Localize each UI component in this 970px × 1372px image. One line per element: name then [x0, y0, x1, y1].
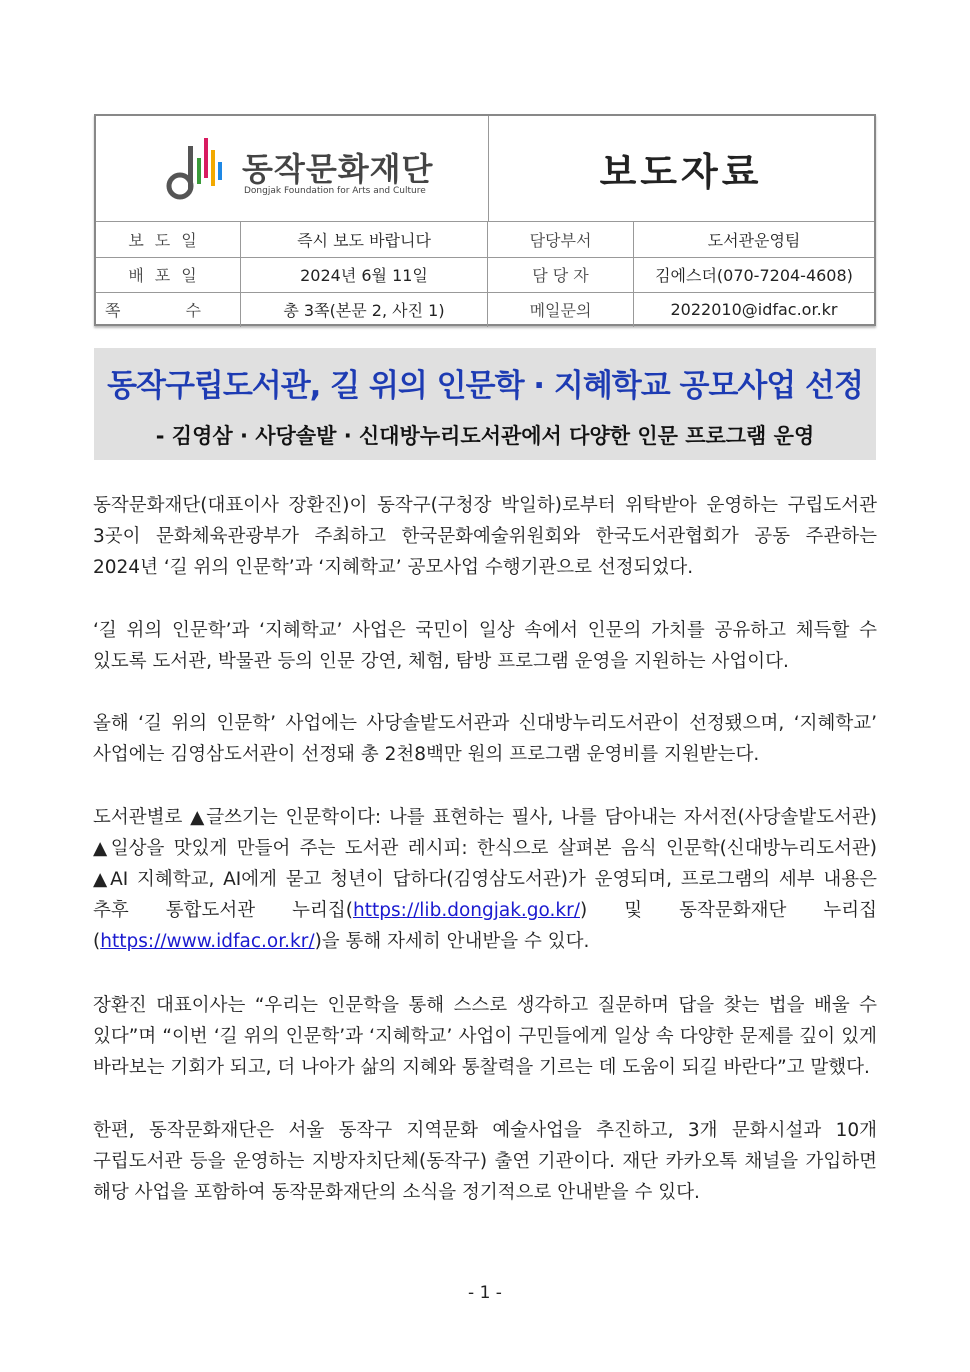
- body-paragraph-3: 올해 ‘길 위의 인문학’ 사업에는 사당솔밭도서관과 신대방누리도서관이 선정됐으며, ‘지혜학교’ 사업에는 김영삼도서관이 선정돼 총 2천8백만 원의 프로그램 운영비를 지원받는다.: [93, 713, 877, 765]
- info-label: 담당부서: [488, 222, 634, 257]
- doc-type-title: 보도자료: [599, 150, 763, 194]
- headline-subtitle: - 김영삼 · 사당솔밭 · 신대방누리도서관에서 다양한 인문 프로그램 운영: [155, 424, 815, 448]
- info-value: 2024년 6월 11일: [241, 257, 488, 292]
- body-paragraph-1: 동작문화재단(대표이사 장환진)이 동작구(구청장 박일하)로부터 위탁받아 운영하는 구립도서관 3곳이 문화체육관광부가 주최하고 한국문화예술위원회와 한국도서관협회가 공동 주관하는 2024년 ‘길 위의 인문학’과 ‘지혜학교’ 공모사업 수행기관으로 선정되었다.: [93, 495, 877, 578]
- info-value: 총 3쪽(본문 2, 사진 1): [241, 292, 488, 327]
- header-top: [96, 116, 874, 222]
- info-row: [96, 257, 874, 293]
- foundation-homepage-link[interactable]: https://www.idfac.or.kr/: [100, 931, 315, 952]
- info-label: 쪽 수: [96, 292, 241, 327]
- info-row: [96, 222, 874, 258]
- paragraph-text: ) 및 동작문화재단 누리집(: [93, 900, 877, 952]
- library-homepage-link[interactable]: https://lib.dongjak.go.kr/: [352, 900, 580, 921]
- headline-title: 동작구립도서관, 길 위의 인문학 · 지혜학교 공모사업 선정: [107, 368, 863, 404]
- info-label: 담 당 자: [488, 257, 634, 292]
- info-label: 보도일: [96, 222, 241, 257]
- org-name: 동작문화재단: [242, 150, 434, 188]
- body-paragraph-2: ‘길 위의 인문학’과 ‘지혜학교’ 사업은 국민이 일상 속에서 인문의 가치를 공유하고 체득할 수 있도록 도서관, 박물관 등의 인문 강연, 체험, 탐방 프로그램 운영을 지원하는 사업이다.: [93, 620, 877, 672]
- headline-box: [94, 348, 876, 460]
- header-table: [94, 114, 876, 326]
- logo-cell: [96, 116, 489, 221]
- body-paragraph-4: [93, 802, 877, 957]
- info-value: 김에스더(070-7204-4608): [655, 266, 853, 285]
- page-number: - 1 -: [468, 1283, 502, 1303]
- body-paragraph-6: 한편, 동작문화재단은 서울 동작구 지역문화 예술사업을 추진하고, 3개 문화시설과 10개 구립도서관 등을 운영하는 지방자치단체(동작구) 출연 기관이다. 재단 카카오톡 채널을 가입하면 해당 사업을 포함하여 동작문화재단의 소식을 정기적으로 안내받을 수 있다.: [93, 1120, 877, 1203]
- info-label: 메일문의: [488, 292, 634, 327]
- contact-email[interactable]: 2022010@idfac.or.kr: [670, 300, 838, 319]
- info-row: [96, 292, 874, 327]
- foundation-logo-icon: [166, 136, 224, 202]
- body-paragraph-5: 장환진 대표이사는 “우리는 인문학을 통해 스스로 생각하고 질문하며 답을 찾는 법을 배울 수 있다”며 “이번 ‘길 위의 인문학’과 ‘지혜학교’ 사업이 구민들에게 일상 속 다양한 문제를 깊이 있게 바라보는 기회가 되고, 더 나아가 삶의 지혜와 통찰력을 기르는 데 도움이 되길 바란다”고 말했다.: [93, 995, 877, 1078]
- info-label: 배포일: [96, 257, 241, 292]
- org-name-en: Dongjak Foundation for Arts and Culture: [244, 186, 426, 196]
- info-value: 도서관운영팀: [707, 231, 801, 250]
- paragraph-text: )을 통해 자세히 안내받을 수 있다.: [314, 931, 590, 952]
- info-value: 즉시 보도 바랍니다: [241, 222, 488, 257]
- paragraph-text: 도서관별로 ▲글쓰기는 인문학이다: 나를 표현하는 필사, 나를 담아내는 자서전(사당솔밭도서관) ▲일상을 맛있게 만들어 주는 도서관 레시피: 한식으로 살펴본 음식 인문학(신대방누리도서관) ▲AI 지혜학교, AI에게 묻고 청년이 답하다(김영삼도서관)가 운영되며, 프로그램의 세부 내용은 추후 통합도서관 누리집(: [93, 807, 877, 921]
